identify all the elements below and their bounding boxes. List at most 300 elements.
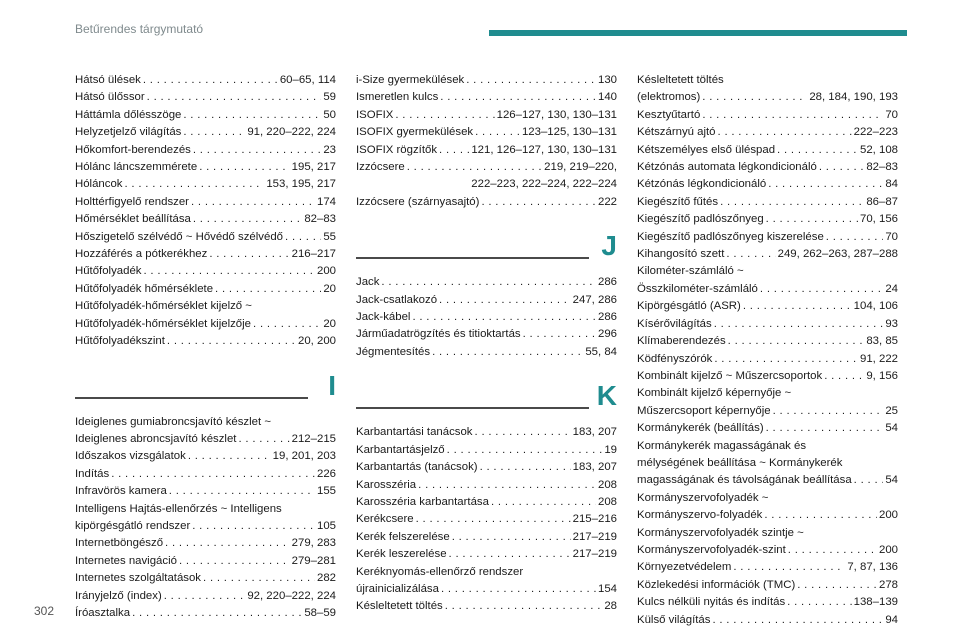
index-line: Keréknyomás-ellenőrző rendszer — [356, 565, 524, 578]
page-ref: 174 — [316, 195, 336, 208]
index-entry — [637, 107, 898, 124]
index-entry — [75, 72, 336, 89]
index-entry — [637, 159, 898, 176]
entry-group — [637, 542, 898, 629]
index-term: Kerékcsere — [356, 513, 414, 526]
index-term: Íróasztalka — [75, 606, 131, 619]
dot-leader — [203, 570, 315, 587]
index-term: Kísérővilágítás — [637, 317, 712, 330]
index-entry — [75, 333, 336, 350]
page-ref: 55 — [323, 230, 336, 243]
dot-leader — [760, 281, 883, 298]
index-term: Kétzónás légkondicionáló — [637, 178, 767, 191]
index-entry — [356, 72, 617, 89]
index-entry — [356, 326, 617, 343]
dot-leader — [491, 494, 596, 511]
index-term: Kormányszervo-folyadék — [637, 509, 763, 522]
index-term: Kombinált kijelző ~ Műszercsoportok — [637, 369, 823, 382]
index-term: Kerék felszerelése — [356, 530, 450, 543]
index-entry — [356, 459, 617, 476]
dot-leader — [183, 107, 321, 124]
page-ref: 104, 106 — [853, 300, 898, 313]
dot-leader — [188, 448, 271, 465]
page-ref: 54 — [885, 474, 898, 487]
dot-leader — [407, 159, 542, 176]
index-column-1 — [75, 72, 336, 622]
index-term: Kipörgésgátló (ASR) — [637, 300, 741, 313]
page-ref: 278 — [878, 578, 898, 591]
index-entry — [75, 316, 336, 333]
index-column-2 — [356, 72, 617, 616]
entry-group — [75, 72, 336, 298]
section-letter: K — [596, 380, 617, 412]
index-entry — [356, 274, 617, 291]
index-entry — [356, 142, 617, 159]
index-term: ISOFIX gyermekülések — [356, 126, 474, 139]
page-ref: 247, 286 — [572, 293, 617, 306]
index-entry — [637, 124, 898, 141]
dot-leader — [440, 89, 596, 106]
page-ref: 140 — [597, 91, 617, 104]
page-ref: 123–125, 130–131 — [521, 126, 617, 139]
page-ref: 92, 220–222, 224 — [247, 589, 336, 602]
index-term: újrainicializálása — [356, 582, 439, 595]
section-rule — [75, 397, 308, 399]
page-ref: 183, 207 — [572, 461, 617, 474]
dot-leader — [728, 333, 865, 350]
section-rule — [356, 257, 589, 259]
index-term: Kormánykerék (beállítás) — [637, 422, 764, 435]
index-entry — [637, 246, 898, 263]
index-term: (elektromos) — [637, 91, 701, 104]
index-entry — [637, 176, 898, 193]
index-entry — [637, 542, 898, 559]
dot-leader — [193, 142, 321, 159]
index-term: Műszercsoport képernyője — [637, 404, 771, 417]
index-entry — [75, 142, 336, 159]
page-ref: 9, 156 — [866, 369, 898, 382]
index-entry — [75, 263, 336, 280]
dot-leader — [480, 459, 571, 476]
entry-group — [356, 274, 617, 361]
page-ref: 83, 85 — [866, 335, 898, 348]
page-ref: 249, 262–263, 287–288 — [777, 248, 898, 261]
index-entry — [75, 107, 336, 124]
index-term: Karbantartás (tanácsok) — [356, 461, 478, 474]
page-number: 302 — [34, 604, 55, 618]
dot-leader — [797, 577, 877, 594]
index-term: Környezetvédelem — [637, 561, 732, 574]
page-ref: 217–219 — [572, 548, 617, 561]
page-ref: 70, 156 — [859, 213, 898, 226]
index-entry — [637, 194, 898, 211]
page-ref: 20, 200 — [297, 335, 336, 348]
dot-leader — [143, 72, 278, 89]
dot-leader — [826, 229, 884, 246]
index-entry — [356, 194, 617, 211]
dot-leader — [199, 159, 289, 176]
index-term: Késleltetett töltés — [356, 600, 443, 613]
index-entry — [356, 477, 617, 494]
index-term: Irányjelző (index) — [75, 589, 162, 602]
index-term: Hólánc láncszemmérete — [75, 161, 198, 174]
index-entry — [637, 142, 898, 159]
dot-leader — [720, 194, 864, 211]
index-entry — [356, 511, 617, 528]
page-ref: 279–281 — [291, 554, 336, 567]
index-term: Kormányszervofolyadék-szint — [637, 543, 786, 556]
dot-leader — [418, 477, 596, 494]
dot-leader — [395, 107, 494, 124]
index-line: mélységének beállítása ~ Kormánykerék — [637, 456, 843, 469]
index-entry — [356, 598, 617, 615]
index-term: Külső világítás — [637, 613, 711, 626]
index-term: Jack — [356, 276, 380, 289]
page-ref: 126–127, 130, 130–131 — [496, 108, 617, 121]
page-ref: 93 — [885, 317, 898, 330]
entry-group — [637, 403, 898, 438]
dot-leader — [714, 351, 858, 368]
index-term: Időszakos vizsgálatok — [75, 450, 186, 463]
index-entry — [356, 442, 617, 459]
page-ref: 19 — [604, 443, 617, 456]
index-term: Hóláncok — [75, 178, 123, 191]
page-ref: 215–216 — [572, 513, 617, 526]
index-entry — [637, 333, 898, 350]
dot-leader — [381, 274, 596, 291]
dot-leader — [169, 483, 315, 500]
entry-group — [637, 281, 898, 385]
page-ref: 70 — [885, 230, 898, 243]
index-line: Kormánykerék magasságának és — [637, 439, 807, 452]
header-accent-bar — [489, 30, 907, 36]
entry-group — [356, 194, 617, 211]
index-entry — [637, 89, 898, 106]
dot-leader — [475, 124, 520, 141]
dot-leader — [733, 559, 845, 576]
page-ref: 154 — [597, 582, 617, 595]
index-term: Hűtőfolyadék — [75, 265, 142, 278]
page-ref: 216–217 — [291, 248, 336, 261]
dot-leader — [164, 588, 246, 605]
index-entry — [75, 176, 336, 193]
page-ref: 195, 217 — [291, 161, 336, 174]
index-entry — [75, 89, 336, 106]
page-ref: 19, 201, 203 — [272, 450, 336, 463]
index-term: Hőmérséklet beállítása — [75, 213, 191, 226]
index-entry — [356, 344, 617, 361]
index-line: Kombinált kijelző képernyője ~ — [637, 387, 792, 400]
index-entry — [637, 559, 898, 576]
index-entry — [637, 612, 898, 629]
entry-group — [637, 507, 898, 524]
dot-leader — [179, 553, 290, 570]
index-line: Ideiglenes gumiabroncsjavító készlet ~ — [75, 415, 271, 428]
index-entry — [356, 529, 617, 546]
index-term: Izzócsere — [356, 161, 405, 174]
index-term: Közlekedési információk (TMC) — [637, 578, 796, 591]
dot-leader — [726, 246, 775, 263]
page-ref: 84 — [885, 178, 898, 191]
index-line: Intelligens Hajtás-ellenőrzés ~ Intelligens — [75, 502, 282, 515]
page-ref: 60–65, 114 — [279, 74, 336, 86]
index-term: Kerék leszerelése — [356, 548, 447, 561]
index-term: i-Size gyermekülések — [356, 74, 465, 86]
section-rule — [356, 407, 589, 409]
dot-leader — [416, 511, 571, 528]
dot-leader — [481, 194, 596, 211]
index-entry — [637, 577, 898, 594]
page-ref: 217–219 — [572, 530, 617, 543]
dot-leader — [452, 529, 571, 546]
page-ref: 59 — [323, 91, 336, 104]
index-entry — [356, 107, 617, 124]
dot-leader — [147, 89, 322, 106]
dot-leader — [714, 316, 884, 333]
dot-leader — [447, 442, 603, 459]
page-ref: 286 — [597, 276, 617, 289]
index-entry — [75, 281, 336, 298]
index-entry — [356, 494, 617, 511]
index-term: Hűtőfolyadék hőmérséklete — [75, 282, 214, 295]
index-entry — [637, 472, 898, 489]
page-ref: 282 — [316, 572, 336, 585]
index-line: Kilométer-számláló ~ — [637, 265, 744, 278]
page-ref: 94 — [885, 613, 898, 626]
dot-leader — [253, 316, 321, 333]
section-letter: J — [601, 230, 617, 262]
index-entry — [75, 570, 336, 587]
index-term: Hozzáférés a pótkerékhez — [75, 248, 208, 261]
page-ref: 20 — [323, 317, 336, 330]
index-entry — [75, 124, 336, 141]
page-ref: 138–139 — [853, 596, 898, 609]
index-term: Karosszéria — [356, 478, 417, 491]
index-entry — [75, 159, 336, 176]
dot-leader — [449, 546, 571, 563]
index-term: Hűtőfolyadékszint — [75, 335, 165, 348]
entry-group — [75, 431, 336, 501]
index-term: Ideiglenes abroncsjavító készlet — [75, 432, 237, 445]
index-term: Kétszemélyes első üléspad — [637, 143, 776, 156]
section-divider-k — [356, 371, 617, 424]
dot-leader — [824, 368, 864, 385]
index-term: Jack-csatlakozó — [356, 293, 438, 306]
page-ref: 279, 283 — [291, 537, 336, 550]
page-ref: 200 — [878, 543, 898, 556]
dot-leader — [702, 89, 807, 106]
index-entry — [637, 403, 898, 420]
section-letter: I — [328, 369, 336, 401]
page-ref: 208 — [597, 478, 617, 491]
index-line: Kormányszervofolyadék szintje ~ — [637, 526, 804, 539]
index-entry — [637, 281, 898, 298]
dot-leader — [125, 176, 265, 193]
dot-leader — [764, 507, 877, 524]
dot-leader — [209, 246, 289, 263]
index-entry — [637, 420, 898, 437]
page-ref: 28 — [604, 600, 617, 613]
dot-leader — [712, 612, 883, 629]
index-term: Kiegészítő fűtés — [637, 195, 719, 208]
index-entry — [637, 507, 898, 524]
page-ref: 23 — [323, 143, 336, 156]
dot-leader — [191, 194, 315, 211]
index-entry — [356, 124, 617, 141]
index-continuation: 222–223, 222–224, 222–224 — [471, 178, 617, 191]
index-term: ISOFIX rögzítők — [356, 143, 438, 156]
index-term: Internetes szolgáltatások — [75, 572, 202, 585]
index-term: Kétzónás automata légkondicionáló — [637, 161, 817, 174]
index-term: Hátsó ülőssor — [75, 91, 145, 104]
page-ref: 24 — [885, 282, 898, 295]
index-term: Kihangosító szett — [637, 248, 725, 261]
index-term: Karbantartásjelző — [356, 443, 445, 456]
index-entry — [75, 553, 336, 570]
index-entry — [75, 246, 336, 263]
dot-leader — [523, 326, 596, 343]
dot-leader — [215, 281, 321, 298]
dot-leader — [743, 298, 852, 315]
section-divider-i — [75, 361, 336, 414]
dot-leader — [285, 229, 321, 246]
page-ref: 7, 87, 136 — [847, 561, 898, 574]
page-ref: 222 — [597, 195, 617, 208]
page-ref: 86–87 — [866, 195, 898, 208]
index-term: Kétszárnyú ajtó — [637, 126, 716, 139]
index-entry — [75, 588, 336, 605]
page-ref: 82–83 — [866, 161, 898, 174]
dot-leader — [165, 535, 290, 552]
page-ref: 50 — [323, 108, 336, 121]
index-term: Kesztyűtartó — [637, 108, 701, 121]
page-ref: 121, 126–127, 130, 130–131 — [471, 143, 617, 156]
section-divider-j — [356, 221, 617, 274]
page-ref: 130 — [597, 74, 617, 86]
page-ref: 208 — [597, 495, 617, 508]
index-entry — [637, 351, 898, 368]
index-entry — [637, 316, 898, 333]
dot-leader — [766, 211, 858, 228]
entry-group — [356, 72, 617, 176]
page-ref: 286 — [597, 311, 617, 324]
page-ref: 28, 184, 190, 193 — [809, 91, 898, 104]
index-entry — [356, 292, 617, 309]
entry-group — [75, 518, 336, 622]
index-entry — [75, 229, 336, 246]
page-ref: 219, 219–220, — [544, 161, 617, 174]
dot-leader — [445, 598, 603, 615]
index-term: magasságának és távolságának beállítása — [637, 474, 852, 487]
index-term: Internetböngésző — [75, 537, 164, 550]
index-entry — [356, 159, 617, 176]
page-ref: 155 — [316, 485, 336, 498]
entry-group — [75, 316, 336, 351]
index-entry — [75, 448, 336, 465]
index-entry — [356, 309, 617, 326]
index-term: Hőkomfort-berendezés — [75, 143, 191, 156]
index-entry — [75, 211, 336, 228]
index-term: Klímaberendezés — [637, 335, 726, 348]
index-term: Kiegészítő padlószőnyeg — [637, 213, 764, 226]
page-ref: 55, 84 — [585, 345, 617, 358]
page-ref: 70 — [885, 108, 898, 121]
index-entry — [356, 581, 617, 598]
dot-leader — [193, 211, 302, 228]
index-entry — [75, 518, 336, 535]
page-header-title: Betűrendes tárgymutató — [75, 22, 204, 36]
dot-leader — [132, 605, 302, 622]
page-ref: 58–59 — [304, 606, 336, 619]
index-entry — [637, 368, 898, 385]
index-entry — [75, 431, 336, 448]
index-line: Kormányszervofolyadék ~ — [637, 491, 769, 504]
page-ref: 212–215 — [291, 432, 336, 445]
page-ref: 20 — [323, 282, 336, 295]
page-ref: 226 — [316, 467, 336, 480]
index-entry — [637, 229, 898, 246]
index-entry — [356, 424, 617, 441]
index-term: Hűtőfolyadék-hőmérséklet kijelzője — [75, 317, 252, 330]
index-entry — [356, 546, 617, 563]
page-ref: 200 — [878, 509, 898, 522]
dot-leader — [192, 518, 315, 535]
index-term: Kiegészítő padlószőnyeg kiszerelése — [637, 230, 824, 243]
dot-leader — [777, 142, 858, 159]
index-entry — [75, 535, 336, 552]
index-entry — [75, 605, 336, 622]
page-ref: 183, 207 — [572, 426, 617, 439]
page-ref: 91, 222 — [859, 352, 898, 365]
page-ref: 52, 108 — [859, 143, 898, 156]
index-term: kipörgésgátló rendszer — [75, 519, 191, 532]
dot-leader — [441, 581, 596, 598]
dot-leader — [167, 333, 296, 350]
index-term: Járműadatrögzítés és titioktartás — [356, 328, 521, 341]
index-line: Késleltetett töltés — [637, 74, 724, 86]
dot-leader — [111, 466, 315, 483]
entry-group — [356, 581, 617, 616]
index-line: Hűtőfolyadék-hőmérséklet kijelző ~ — [75, 300, 252, 313]
entry-group — [637, 472, 898, 489]
dot-leader — [439, 292, 571, 309]
dot-leader — [412, 309, 596, 326]
index-entry — [75, 483, 336, 500]
index-term: Hőszigetelő szélvédő ~ Hővédő szélvédő — [75, 230, 284, 243]
entry-group — [637, 89, 898, 263]
index-entry — [356, 89, 617, 106]
index-term: Izzócsere (szárnyasajtó) — [356, 195, 480, 208]
dot-leader — [144, 263, 315, 280]
index-term: Háttámla dőlésszöge — [75, 108, 182, 121]
dot-leader — [766, 420, 884, 437]
index-term: Kulcs nélküli nyitás és indítás — [637, 596, 786, 609]
dot-leader — [819, 159, 864, 176]
index-term: Jégmentesítés — [356, 345, 431, 358]
index-entry — [75, 466, 336, 483]
dot-leader — [718, 124, 852, 141]
page-ref: 25 — [885, 404, 898, 417]
dot-leader — [439, 142, 469, 159]
dot-leader — [432, 344, 583, 361]
index-column-3 — [637, 72, 898, 629]
index-term: Holttérfigyelő rendszer — [75, 195, 189, 208]
page-ref: 153, 195, 217 — [266, 178, 336, 191]
index-entry — [75, 194, 336, 211]
index-term: Karosszéria karbantartása — [356, 495, 489, 508]
index-term: Jack-kábel — [356, 311, 411, 324]
dot-leader — [773, 403, 884, 420]
